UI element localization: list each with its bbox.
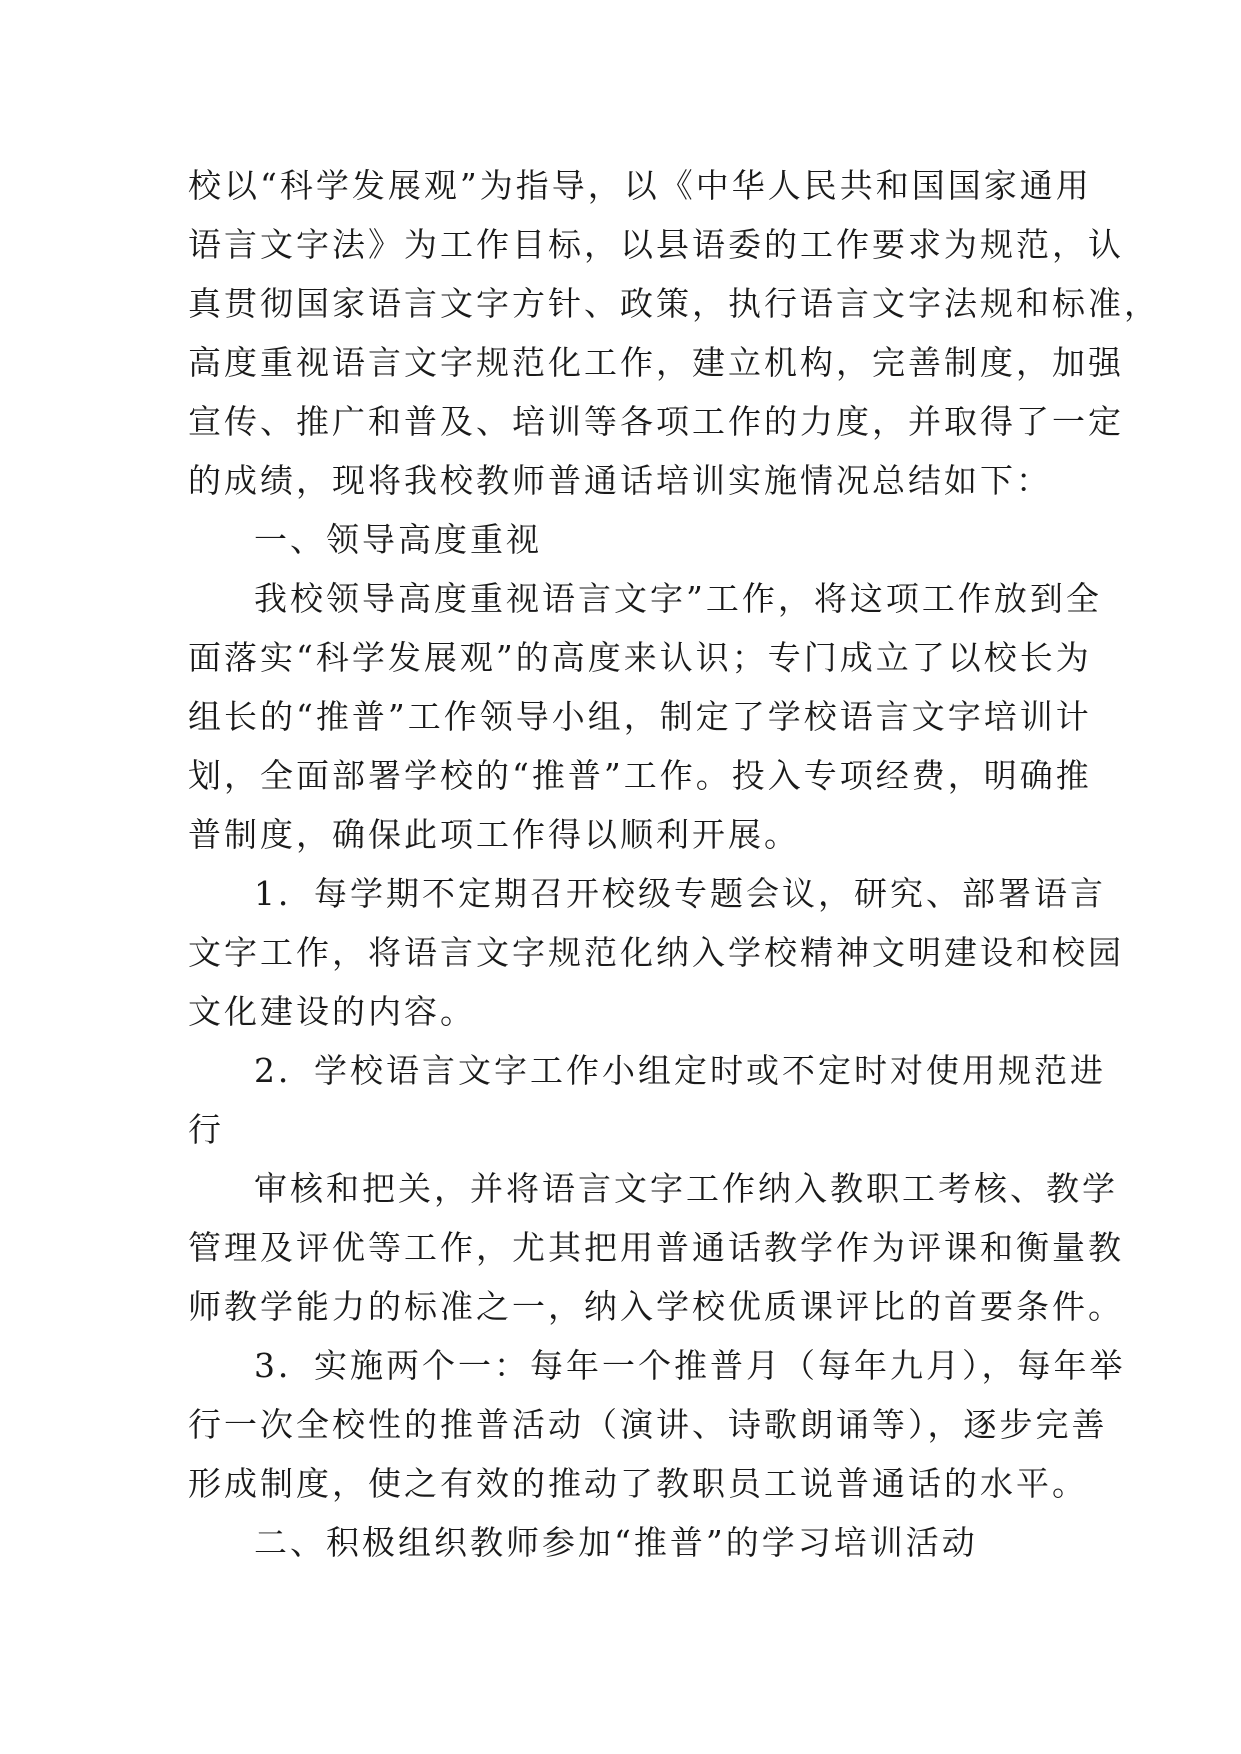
text-line: 行一次全校性的推普活动（演讲、诗歌朗诵等），逐步完善 bbox=[188, 1405, 1108, 1444]
numbered-item: 1．每学期不定期召开校级专题会议，研究、部署语言 bbox=[254, 874, 1106, 913]
text-line: 普制度，确保此项工作得以顺利开展。 bbox=[188, 815, 800, 854]
text-line: 面落实“科学发展观”的高度来认识；专门成立了以校长为 bbox=[188, 638, 1092, 677]
text-line: 行 bbox=[188, 1110, 224, 1149]
text-line: 校以“科学发展观”为指导，以《中华人民共和国国家通用 bbox=[188, 166, 1092, 205]
text-line: 师教学能力的标准之一，纳入学校优质课评比的首要条件。 bbox=[188, 1287, 1124, 1326]
text-line: 审核和把关，并将语言文字工作纳入教职工考核、教学 bbox=[254, 1169, 1118, 1208]
text-line: 文字工作，将语言文字规范化纳入学校精神文明建设和校园 bbox=[188, 933, 1124, 972]
text-line: 我校领导高度重视语言文字”工作，将这项工作放到全 bbox=[254, 579, 1102, 618]
numbered-item: 3．实施两个一：每年一个推普月（每年九月），每年举 bbox=[254, 1346, 1126, 1385]
text-line: 宣传、推广和普及、培训等各项工作的力度，并取得了一定 bbox=[188, 402, 1124, 441]
text-line: 高度重视语言文字规范化工作，建立机构，完善制度，加强 bbox=[188, 343, 1124, 382]
text-line: 组长的“推普”工作领导小组，制定了学校语言文字培训计 bbox=[188, 697, 1092, 736]
text-line: 真贯彻国家语言文字方针、政策，执行语言文字法规和标准， bbox=[188, 284, 1160, 323]
document-body bbox=[188, 156, 1160, 1572]
text-line: 划，全面部署学校的“推普”工作。投入专项经费，明确推 bbox=[188, 756, 1092, 795]
numbered-item: 2．学校语言文字工作小组定时或不定时对使用规范进 bbox=[254, 1051, 1106, 1090]
text-line: 管理及评优等工作，尤其把用普通话教学作为评课和衡量教 bbox=[188, 1228, 1124, 1267]
section-heading: 二、积极组织教师参加“推普”的学习培训活动 bbox=[254, 1523, 978, 1562]
section-heading: 一、领导高度重视 bbox=[254, 520, 542, 559]
text-line: 语言文字法》为工作目标，以县语委的工作要求为规范，认 bbox=[188, 225, 1124, 264]
text-line: 形成制度，使之有效的推动了教职员工说普通话的水平。 bbox=[188, 1464, 1088, 1503]
text-line: 文化建设的内容。 bbox=[188, 992, 476, 1031]
text-line: 的成绩，现将我校教师普通话培训实施情况总结如下： bbox=[188, 461, 1052, 500]
